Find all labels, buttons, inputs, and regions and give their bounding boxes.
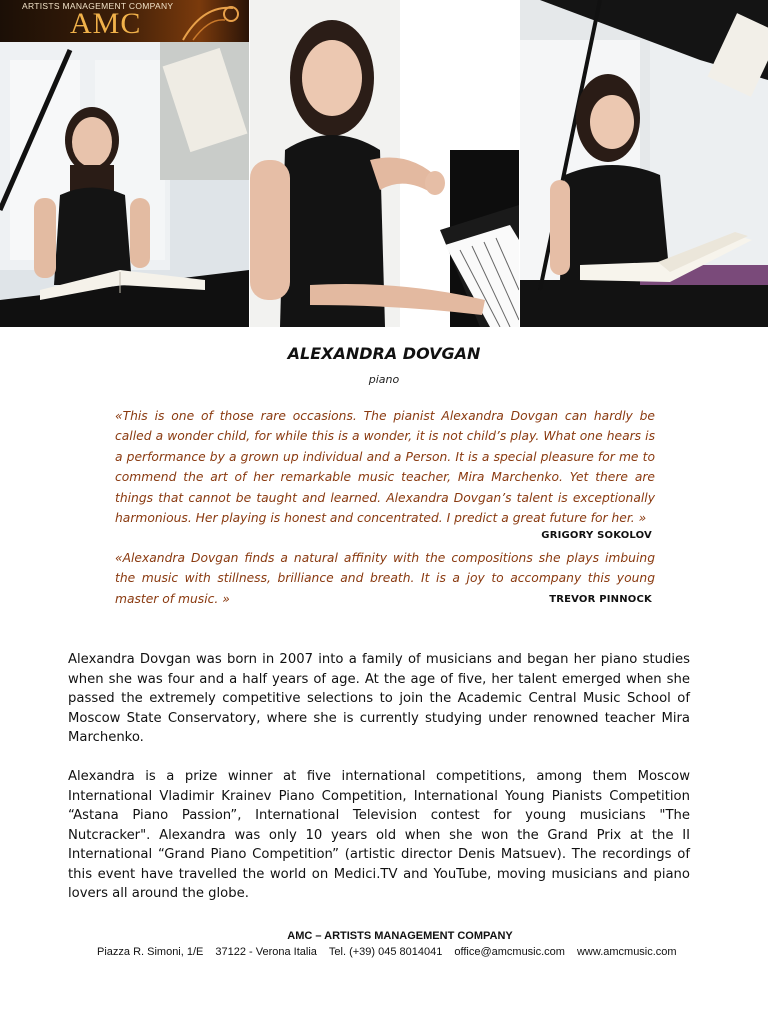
bio-paragraph-early-life: Alexandra Dovgan was born in 2007 into a family of musicians and began her piano studies when she was four and a half years of age. At the age of five, her talent emerged when she passed the extremely competitive selections to join the Academic Central Music School of Moscow State Conservatory, where she is currently studying under renowned teacher Mira Marchenko. <box>68 652 690 745</box>
quote-sokolov: «This is one of those rare occasions. The pianist Alexandra Dovgan can hardly be called a wonder child, for while this is a wonder, it is not child’s play. What one hears is a performance by a grown up individual and a Person. It is a special pleasure for me to commend the art of her remarkable music teacher, Mira Marchenko. Yet there are things that cannot be taught and learned. Alexandra Dovgan’s talent is exceptionally harmonious. Her playing is honest and concentrated. I predict a great future for her. » <box>115 409 655 526</box>
quote-pinnock: «Alexandra Dovgan finds a natural affinity with the compositions she plays imbuing the music with stillness, brilliance and breath. It is a joy to accompany this young master of music. » <box>115 551 655 606</box>
footer-website-link[interactable]: www.amcmusic.com <box>576 946 677 958</box>
bio-paragraph-competitions: Alexandra is a prize winner at five international competitions, among them Moscow International Vladimir Krainev Piano Competition, International Young Pianists Competition “Astana Piano Passion”, International Television contest for young musicians "The Nutcracker". Alexandra was only 10 years old when she won the Grand Prix at the II International “Grand Piano Competition” (artistic director Denis Matsuev). The recordings of this event have travelled the world on Medici.TV and YouTube, moving musicians and piano lovers all around the globe. <box>68 769 690 901</box>
footer-contact-line <box>97 946 677 958</box>
quote-author-pinnock: TREVOR PINNOCK <box>549 594 652 605</box>
footer-phone: Tel. (+39) 045 8014041 <box>328 946 443 958</box>
footer-email-link[interactable]: office@amcmusic.com <box>454 946 565 958</box>
logo-mark: AMC <box>70 7 142 40</box>
logo-company-line: ARTISTS MANAGEMENT COMPANY <box>22 1 174 11</box>
photo-strip <box>0 0 768 327</box>
photo-pianist-at-keyboard <box>250 0 519 327</box>
violin-scroll-icon <box>173 0 243 42</box>
footer-address: Piazza R. Simoni, 1/E <box>97 946 204 958</box>
artist-name: ALEXANDRA DOVGAN <box>287 344 481 363</box>
amc-logo <box>0 0 249 42</box>
footer-city: 37122 - Verona Italia <box>215 946 317 958</box>
artist-instrument: piano <box>368 373 400 386</box>
footer-company-name: AMC – ARTISTS MANAGEMENT COMPANY <box>287 930 513 942</box>
quote-author-sokolov: GRIGORY SOKOLOV <box>541 530 652 541</box>
photo-pianist-reading-score <box>520 0 768 327</box>
photo-pianist-with-score <box>0 0 249 327</box>
